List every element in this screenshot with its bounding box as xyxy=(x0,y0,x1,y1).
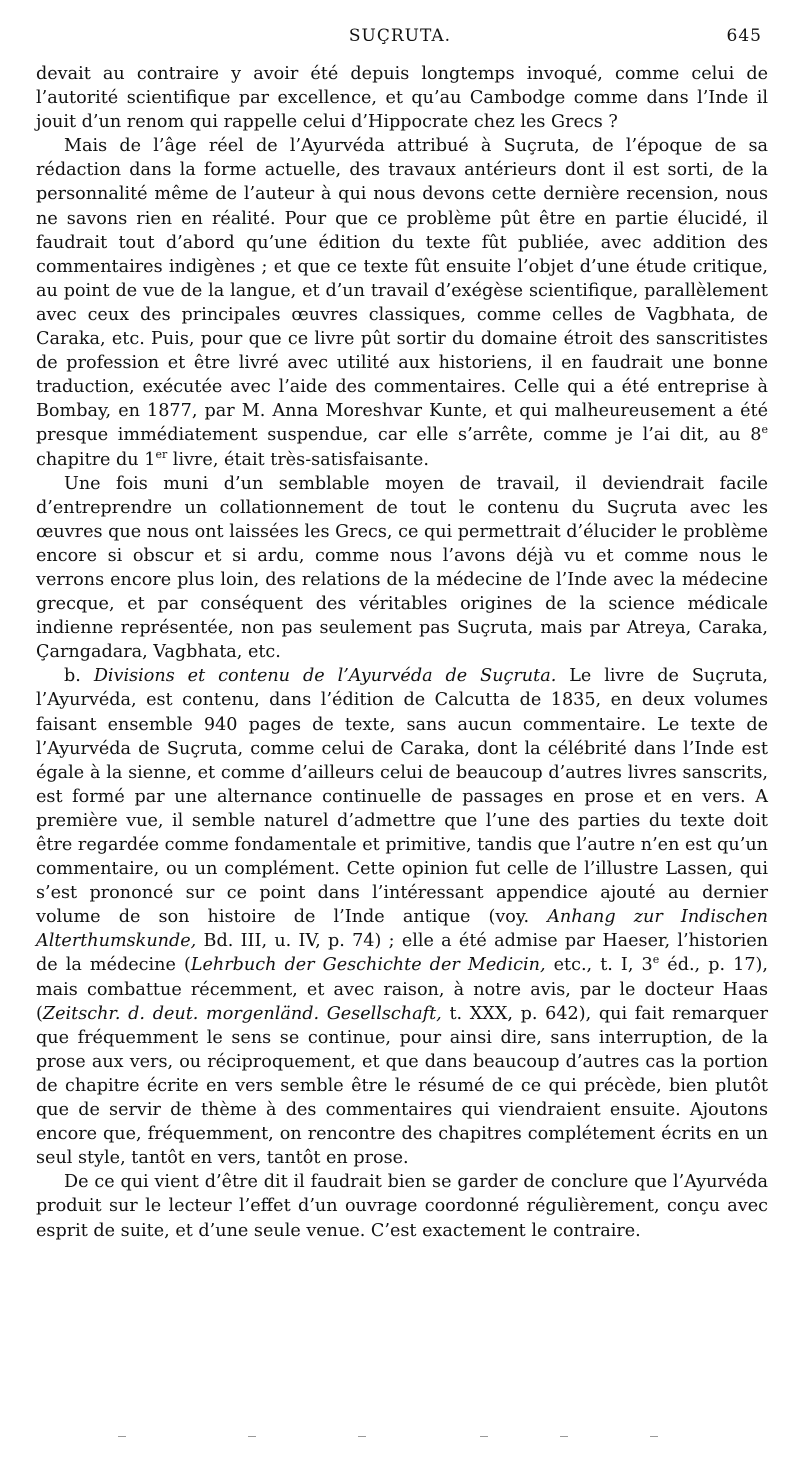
scan-mark xyxy=(248,1436,256,1437)
paragraph-4-text-e: t. XXX, p. 642), qui fait remarquer que fréquemment le sens se continue, pour ainsi dire, sans interruption, de la prose aux vers, ou réciproquement, et que dans beaucoup d’autres cas la portion de chapitre écrite en vers semble être le résumé de ce qui précède, bien plutôt que de servir de thème à des commentaires qui viendraient ensuite. Ajoutons encore que, fréquemment, on rencontre des chapitres complétement écrits en un seul style, tantôt en vers, tantôt en prose. xyxy=(36,1003,768,1169)
paragraph-4-text-a: Le livre de Suçruta, l’Ayurvéda, est contenu, dans l’édition de Calcutta de 1835, en deux volumes faisant ensemble 940 pages de texte, sans aucun commentaire. Le texte de l’Ayurvéda de Suçruta, comme celui de Caraka, dont la célébrité dans l’Inde est égale à la sienne, et comme d’ailleurs celui de beaucoup d’autres livres sanscrits, est formé par une alternance continuelle de passages en prose et en vers. A première vue, il semble naturel d’admettre que l’une des parties du texte doit être regardée comme fondamentale et primitive, tandis que l’autre n’en est qu’un commentaire, ou un complément. Cette opinion fut celle de l’illustre Lassen, qui s’est prononcé sur ce point dans l’intéressant appendice ajouté au dernier volume de son histoire de l’Inde antique (voy. xyxy=(36,666,769,928)
scan-mark xyxy=(650,1436,658,1437)
body-text xyxy=(36,62,768,1243)
running-title: SUÇRUTA. xyxy=(348,26,452,46)
scan-mark xyxy=(480,1436,488,1437)
paragraph-4 xyxy=(36,664,768,1170)
paragraph-4-text-b: Bd. III, u. IV, p. 74) ; elle a été admise par Haeser, l’historien de la médecine ( xyxy=(36,931,768,976)
paragraph-4-text-c: etc., t. I, 3 xyxy=(545,955,653,976)
citation-title: Lehrbuch der Geschichte der Medicin, xyxy=(190,955,546,976)
section-label: b. xyxy=(64,666,94,687)
paragraph-2 xyxy=(36,134,768,471)
paragraph-2-mid: chapitre du 1 xyxy=(36,449,156,470)
superscript-ordinal: er xyxy=(155,447,168,461)
scan-marks xyxy=(0,1436,800,1440)
citation-title: Anhang zur Indischen Alterthumskunde, xyxy=(36,907,769,952)
section-heading: Divisions et contenu de l’Ayurvéda de Suçruta. xyxy=(93,666,557,687)
paragraph-1: devait au contraire y avoir été depuis longtemps invoqué, comme celui de l’autorité scientifique par excellence, et qu’au Cambodge comme dans l’Inde il jouit d’un renom qui rappelle celui d’Hippocrate chez les Grecs ? xyxy=(36,64,768,133)
scan-mark xyxy=(560,1436,568,1437)
scan-mark xyxy=(118,1436,126,1437)
paragraph-3: Une fois muni d’un semblable moyen de travail, il deviendrait facile d’entreprendre un collationnement de tout le contenu du Suçruta avec les œuvres que nous ont laissées les Grecs, ce qui permettrait d’élucider le problème encore si obscur et si ardu, comme nous l’avons déjà vu et comme nous le verrons encore plus loin, des relations de la médecine de l’Inde avec la médecine grecque, et par conséquent des véritables origines de la science médicale indienne représentée, non pas seulement pas Suçruta, mais par Atreya, Caraka, Çarngadara, Vagbhata, etc. xyxy=(36,473,768,663)
paragraph-2-end: livre, était très-satisfaisante. xyxy=(167,449,429,470)
page-number: 645 xyxy=(726,26,762,46)
citation-title: Zeitschr. d. deut. morgenländ. Gesellschaft, xyxy=(42,1003,442,1024)
paragraph-2-text: Mais de l’âge réel de l’Ayurvéda attribué à Suçruta, de l’époque de sa rédaction dans la forme actuelle, des travaux antérieurs dont il est sorti, de la personnalité même de l’auteur à qui nous devons cette dernière recension, nous ne savons rien en réalité. Pour que ce problème pût être en partie élucidé, il faudrait tout d’abord qu’une édition du texte fût publiée, avec addition des commentaires indigènes ; et que ce texte fût ensuite l’objet d’une étude critique, au point de vue de la langue, et d’un travail d’exégèse scientifique, parallèlement avec ceux des principales œuvres classiques, comme celles de Vagbhata, de Caraka, etc. Puis, pour que ce livre pût sortir du domaine étroit des sanscritistes de profession et être livré avec utilité aux historiens, il en faudrait une bonne traduction, exécutée avec l’aide des commentaires. Celle qui a été entreprise à Bombay, en 1877, par M. Anna Moreshvar Kunte, et qui malheureusement a été presque immédiatement suspendue, car elle s’arrête, comme je l’ai dit, au 8 xyxy=(36,136,768,446)
paragraph-4-text-d: éd., p. 17), mais combattue récemment, et avec raison, à notre avis, par le docteur Haas ( xyxy=(36,955,768,1024)
paragraph-5: De ce qui vient d’être dit il faudrait bien se garder de conclure que l’Ayurvéda produit sur le lecteur l’effet d’un ouvrage coordonné régulièrement, conçu avec esprit de suite, et d’une seule venue. C’est exactement le contraire. xyxy=(36,1172,768,1241)
scan-mark xyxy=(358,1436,366,1437)
superscript-ordinal: e xyxy=(652,953,660,967)
superscript-ordinal: e xyxy=(761,423,768,437)
